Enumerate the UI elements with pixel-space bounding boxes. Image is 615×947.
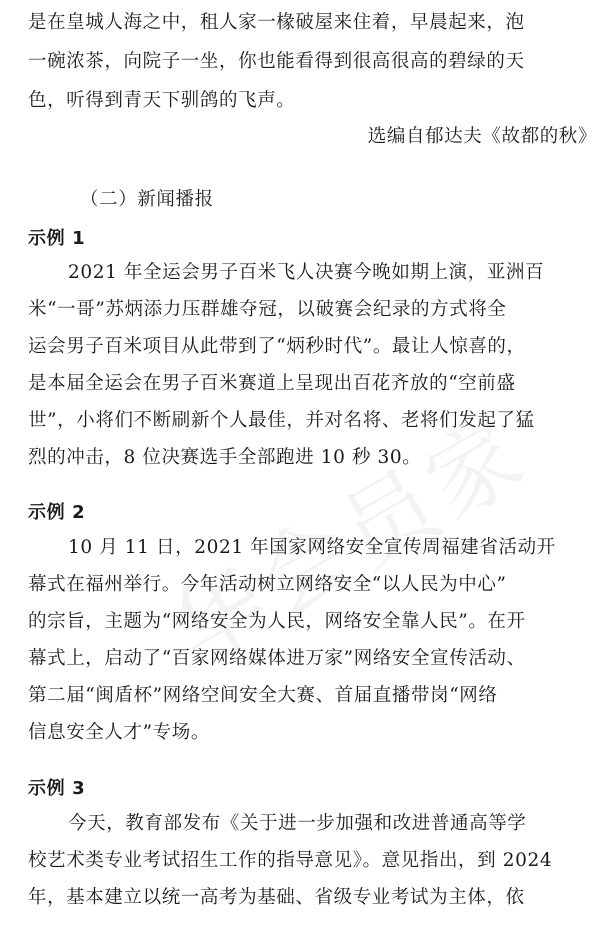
- example-1-line-6: 烈的冲击，8 位决赛选手全部跑进 10 秒 30。: [28, 447, 422, 468]
- example-1-line-5: 世”，小将们不断刷新个人最佳，并对名将、老将们发起了猛: [28, 410, 535, 431]
- example-2-line-4: 幕式上，启动了“百家网络媒体进万家”网络安全宣传活动、: [28, 648, 526, 669]
- example-1-line-1: 2021 年全运会男子百米飞人决赛今晚如期上演，亚洲百: [68, 262, 545, 283]
- example-3-heading: 示例 3: [28, 778, 86, 799]
- intro-line-2: 一碗浓茶，向院子一坐，你也能看得到很高很高的碧绿的天: [28, 51, 525, 72]
- example-2-line-2: 幕式在福州举行。今年活动树立网络安全“以人民为中心”: [28, 574, 507, 595]
- intro-line-1: 是在皇城人海之中，租人家一椽破屋来住着，早晨起来，泡: [28, 12, 525, 33]
- example-2-line-5: 第二届“闽盾杯”网络空间安全大赛、首届直播带岗“网络: [28, 685, 498, 706]
- example-1-line-3: 运会男子百米项目从此带到了“炳秒时代”。最让人惊喜的，: [28, 336, 526, 357]
- example-2-line-3: 的宗旨，主题为“网络安全为人民，网络安全靠人民”。在开: [28, 611, 526, 632]
- intro-line-3: 色，听得到青天下驯鸽的飞声。: [28, 90, 296, 111]
- source-citation: 选编自郁达夫《故都的秋》: [367, 126, 597, 147]
- example-1-line-2: 米“一哥”苏炳添力压群雄夺冠，以破赛会纪录的方式将全: [28, 299, 507, 320]
- example-2-line-6: 信息安全人才”专场。: [28, 722, 210, 743]
- section-title: （二）新闻播报: [80, 189, 214, 210]
- example-2-line-1: 10 月 11 日，2021 年国家网络安全宣传周福建省活动开: [68, 537, 556, 558]
- example-1-heading: 示例 1: [28, 228, 86, 249]
- example-3-line-3: 年，基本建立以统一高考为基础、省级专业考试为主体，依: [28, 887, 525, 908]
- example-1-line-4: 是本届全运会在男子百米赛道上呈现出百花齐放的“空前盛: [28, 373, 516, 394]
- example-3-line-1: 今天，教育部发布《关于进一步加强和改进普通高等学: [68, 813, 527, 834]
- example-3-line-2: 校艺术类专业考试招生工作的指导意见》。意见指出，到 2024: [28, 850, 553, 871]
- example-2-heading: 示例 2: [28, 502, 86, 523]
